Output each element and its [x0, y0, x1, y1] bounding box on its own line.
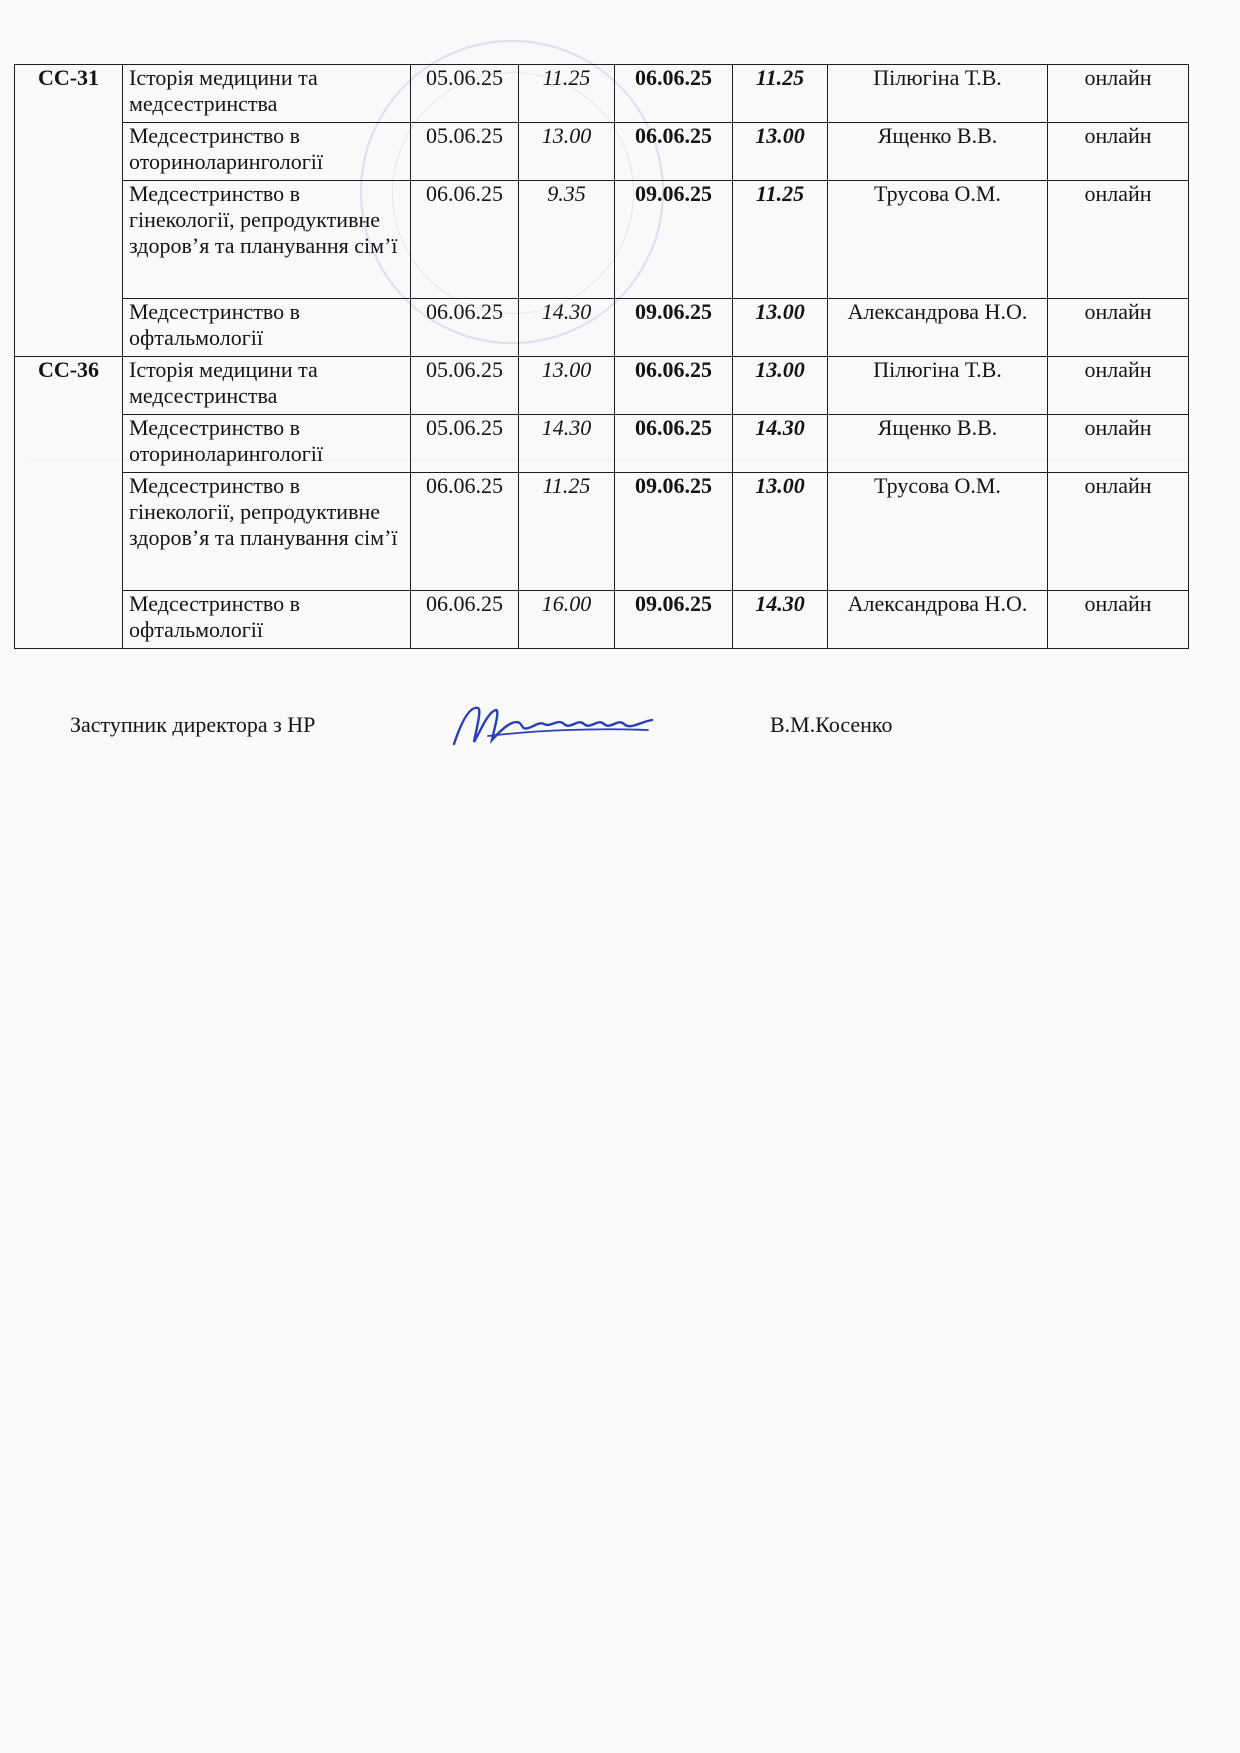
teacher-cell: Александрова Н.О. [828, 299, 1048, 357]
subject-cell: Медсестринство в оториноларингології [123, 123, 411, 181]
date1-cell: 05.06.25 [411, 123, 519, 181]
date2-cell: 09.06.25 [615, 473, 733, 591]
time2-cell: 13.00 [733, 473, 828, 591]
table-row [15, 65, 1189, 123]
date2-cell: 06.06.25 [615, 65, 733, 123]
group-name: СС-36 [15, 357, 123, 649]
signatory-name: В.М.Косенко [770, 712, 893, 737]
date1-cell: 05.06.25 [411, 415, 519, 473]
subject-cell: Медсестринство в оториноларингології [123, 415, 411, 473]
time2-cell: 11.25 [733, 65, 828, 123]
teacher-cell: Александрова Н.О. [828, 591, 1048, 649]
subject-cell: Медсестринство в офтальмології [123, 591, 411, 649]
teacher-cell: Пілюгіна Т.В. [828, 357, 1048, 415]
teacher-cell: Трусова О.М. [828, 181, 1048, 299]
teacher-cell: Ященко В.В. [828, 415, 1048, 473]
time1-cell: 9.35 [519, 181, 615, 299]
subject-cell: Медсестринство в гінекології, репродуктивне здоров’я та планування сім’ї [123, 181, 411, 299]
handwritten-signature [448, 700, 658, 750]
signatory-title: Заступник директора з НР [70, 712, 316, 737]
date2-cell: 09.06.25 [615, 591, 733, 649]
subject-cell: Історія медицини та медсестринства [123, 357, 411, 415]
teacher-cell: Ященко В.В. [828, 123, 1048, 181]
form-cell: онлайн [1048, 473, 1189, 591]
time2-cell: 13.00 [733, 299, 828, 357]
date2-cell: 06.06.25 [615, 357, 733, 415]
form-cell: онлайн [1048, 591, 1189, 649]
time2-cell: 14.30 [733, 591, 828, 649]
form-cell: онлайн [1048, 65, 1189, 123]
form-cell: онлайн [1048, 123, 1189, 181]
time1-cell: 16.00 [519, 591, 615, 649]
time1-cell: 14.30 [519, 299, 615, 357]
table-row [15, 473, 1189, 591]
date2-cell: 06.06.25 [615, 123, 733, 181]
time2-cell: 14.30 [733, 415, 828, 473]
date2-cell: 09.06.25 [615, 299, 733, 357]
subject-cell: Медсестринство в офтальмології [123, 299, 411, 357]
time1-cell: 14.30 [519, 415, 615, 473]
group-name: СС-31 [15, 65, 123, 357]
table-row [15, 415, 1189, 473]
form-cell: онлайн [1048, 415, 1189, 473]
time1-cell: 11.25 [519, 65, 615, 123]
date2-cell: 09.06.25 [615, 181, 733, 299]
time2-cell: 13.00 [733, 357, 828, 415]
date1-cell: 06.06.25 [411, 591, 519, 649]
time1-cell: 13.00 [519, 357, 615, 415]
subject-cell: Медсестринство в гінекології, репродуктивне здоров’я та планування сім’ї [123, 473, 411, 591]
subject-cell: Історія медицини та медсестринства [123, 65, 411, 123]
table-row [15, 591, 1189, 649]
form-cell: онлайн [1048, 357, 1189, 415]
table-row [15, 123, 1189, 181]
date1-cell: 06.06.25 [411, 299, 519, 357]
date1-cell: 05.06.25 [411, 65, 519, 123]
time2-cell: 11.25 [733, 181, 828, 299]
table-row [15, 299, 1189, 357]
form-cell: онлайн [1048, 181, 1189, 299]
table-row [15, 357, 1189, 415]
teacher-cell: Трусова О.М. [828, 473, 1048, 591]
date1-cell: 05.06.25 [411, 357, 519, 415]
teacher-cell: Пілюгіна Т.В. [828, 65, 1048, 123]
time1-cell: 11.25 [519, 473, 615, 591]
date1-cell: 06.06.25 [411, 181, 519, 299]
form-cell: онлайн [1048, 299, 1189, 357]
schedule-table [14, 64, 1189, 649]
time1-cell: 13.00 [519, 123, 615, 181]
time2-cell: 13.00 [733, 123, 828, 181]
date2-cell: 06.06.25 [615, 415, 733, 473]
table-row [15, 181, 1189, 299]
date1-cell: 06.06.25 [411, 473, 519, 591]
